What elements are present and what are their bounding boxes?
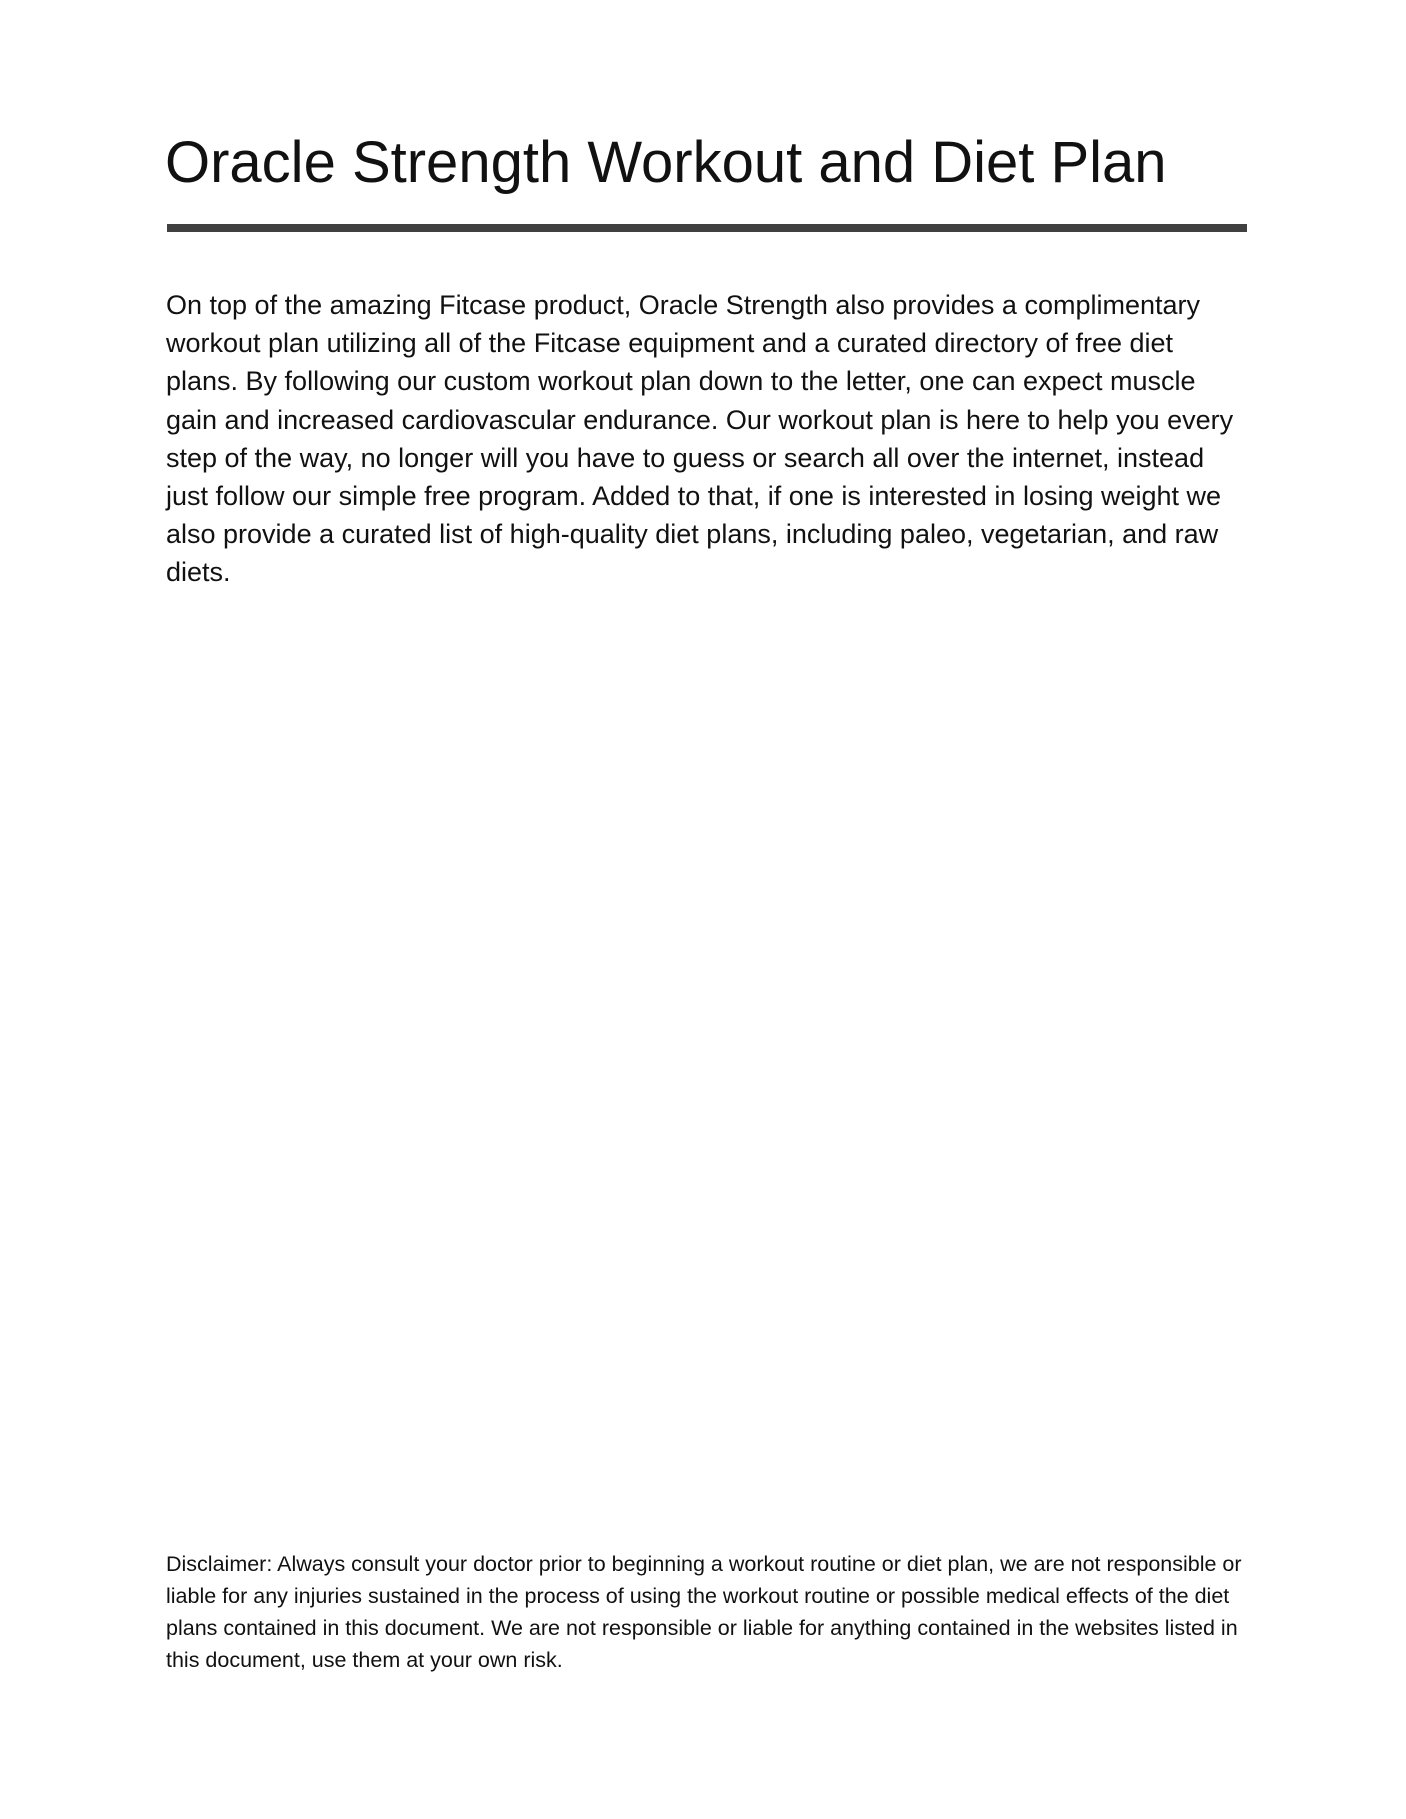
title-divider: [167, 224, 1247, 232]
disclaimer-paragraph: Disclaimer: Always consult your doctor prior to beginning a workout routine or diet plan, we are not responsible or liable for any injuries sustained in the process of using the workout routine or possible medical effects of the diet plans contained in this document. We are not responsible or liable for anything contained in the websites listed in this document, use them at your own risk.: [166, 1552, 1242, 1672]
intro-paragraph: On top of the amazing Fitcase product, Oracle Strength also provides a complimentary workout plan utilizing all of the Fitcase equipment and a curated directory of free diet plans. By following our custom workout plan down to the letter, one can expect muscle gain and increased cardiovascular endurance. Our workout plan is here to help you every step of the way, no longer will you have to guess or search all over the internet, instead just follow our simple free program. Added to that, if one is interested in losing weight we also provide a curated list of high-quality diet plans, including paleo, vegetarian, and raw diets.: [166, 290, 1234, 588]
page-title: Oracle Strength Workout and Diet Plan: [165, 130, 1167, 195]
